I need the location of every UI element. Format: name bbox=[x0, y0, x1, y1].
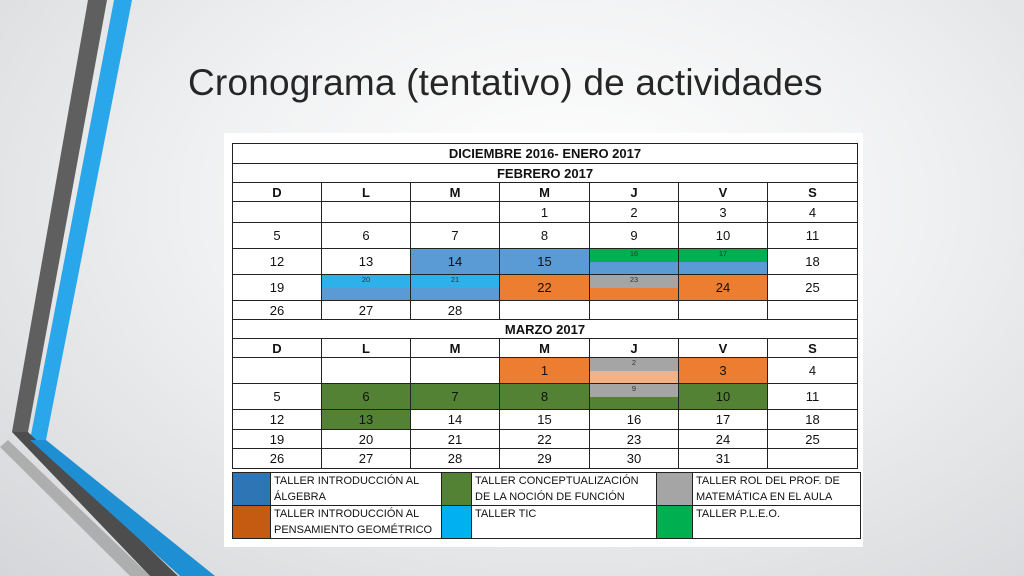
dow-cell: V bbox=[679, 339, 768, 358]
gray-stripe bbox=[12, 0, 107, 432]
day-cell: 11 bbox=[768, 223, 858, 249]
day-cell-pleo-algebra bbox=[590, 249, 679, 275]
day-cell: 28 bbox=[411, 449, 500, 469]
day-cell-tic-algebra bbox=[322, 275, 411, 301]
day-cell: 17 bbox=[679, 410, 768, 430]
day-cell: 14 bbox=[411, 410, 500, 430]
day-cell: 5 bbox=[233, 223, 322, 249]
dow-cell: J bbox=[590, 339, 679, 358]
day-cell-pleo-algebra bbox=[679, 249, 768, 275]
day-cell bbox=[233, 358, 322, 384]
day-cell: 25 bbox=[768, 430, 858, 449]
dow-cell: M bbox=[500, 183, 590, 202]
day-cell-funcion: 6 bbox=[322, 384, 411, 410]
day-cell: 29 bbox=[500, 449, 590, 469]
legend-label-geometrico bbox=[271, 506, 442, 539]
day-cell: 15 bbox=[500, 410, 590, 430]
day-cell: 19 bbox=[233, 275, 322, 301]
legend-line: ÁLGEBRA bbox=[274, 491, 326, 503]
legend-label-tic bbox=[472, 506, 657, 539]
day-cell-funcion: 7 bbox=[411, 384, 500, 410]
funcion-band bbox=[590, 397, 678, 409]
day-cell-funcion: 13 bbox=[322, 410, 411, 430]
day-cell bbox=[768, 301, 858, 320]
day-cell: 3 bbox=[679, 202, 768, 223]
day-cell bbox=[322, 202, 411, 223]
day-cell-geometrico: 1 bbox=[500, 358, 590, 384]
day-cell: 22 bbox=[500, 430, 590, 449]
legend-line: MATEMÁTICA EN EL AULA bbox=[696, 491, 833, 503]
day-number-small: 9 bbox=[590, 384, 678, 397]
legend-line: TALLER TIC bbox=[475, 508, 537, 520]
day-cell-funcion: 8 bbox=[500, 384, 590, 410]
blue-diagonal bbox=[30, 440, 215, 576]
algebra-band bbox=[322, 288, 410, 300]
day-cell: 18 bbox=[768, 249, 858, 275]
day-cell: 11 bbox=[768, 384, 858, 410]
day-number-small: 20 bbox=[322, 275, 410, 288]
day-number-small: 16 bbox=[590, 249, 678, 262]
light-diagonal bbox=[0, 440, 150, 576]
algebra-band bbox=[590, 262, 678, 274]
day-cell: 18 bbox=[768, 410, 858, 430]
legend-line: PENSAMIENTO GEOMÉTRICO bbox=[274, 524, 433, 536]
day-cell-funcion: 10 bbox=[679, 384, 768, 410]
legend-label-algebra bbox=[271, 473, 442, 506]
legend-label-rol bbox=[693, 473, 861, 506]
legend-swatch-pleo bbox=[657, 506, 693, 539]
day-cell bbox=[411, 202, 500, 223]
day-cell: 4 bbox=[768, 358, 858, 384]
legend-line: TALLER P.L.E.O. bbox=[696, 508, 780, 520]
day-cell: 4 bbox=[768, 202, 858, 223]
day-cell: 13 bbox=[322, 249, 411, 275]
day-cell: 26 bbox=[233, 449, 322, 469]
day-cell bbox=[590, 301, 679, 320]
day-cell-geometrico: 24 bbox=[679, 275, 768, 301]
dow-cell: L bbox=[322, 339, 411, 358]
dow-cell: V bbox=[679, 183, 768, 202]
day-cell: 25 bbox=[768, 275, 858, 301]
day-cell: 12 bbox=[233, 410, 322, 430]
day-cell: 6 bbox=[322, 223, 411, 249]
legend-line: TALLER ROL DEL PROF. DE bbox=[696, 475, 840, 487]
slide-title: Cronograma (tentativo) de actividades bbox=[188, 62, 823, 103]
dow-cell: S bbox=[768, 183, 858, 202]
geometrico-band bbox=[590, 371, 678, 383]
day-number-small: 21 bbox=[411, 275, 499, 288]
legend-swatch-algebra bbox=[233, 473, 271, 506]
day-cell: 2 bbox=[590, 202, 679, 223]
day-number-small: 23 bbox=[590, 275, 678, 288]
day-cell-algebra: 14 bbox=[411, 249, 500, 275]
day-cell: 27 bbox=[322, 301, 411, 320]
dow-cell: M bbox=[411, 183, 500, 202]
day-cell: 5 bbox=[233, 384, 322, 410]
day-number-small: 2 bbox=[590, 358, 678, 371]
legend-swatch-rol bbox=[657, 473, 693, 506]
dow-cell: D bbox=[233, 339, 322, 358]
day-cell: 30 bbox=[590, 449, 679, 469]
legend-line: DE LA NOCIÓN DE FUNCIÓN bbox=[475, 491, 625, 503]
day-cell: 23 bbox=[590, 430, 679, 449]
month-title-febrero: FEBRERO 2017 bbox=[233, 164, 858, 183]
calendar-table bbox=[232, 143, 858, 469]
month-title-marzo: MARZO 2017 bbox=[233, 320, 858, 339]
dow-cell: M bbox=[500, 339, 590, 358]
day-cell bbox=[233, 202, 322, 223]
day-cell bbox=[679, 301, 768, 320]
legend-line: TALLER INTRODUCCIÓN AL bbox=[274, 475, 420, 487]
day-cell-geometrico: 22 bbox=[500, 275, 590, 301]
day-cell: 24 bbox=[679, 430, 768, 449]
day-number-small: 17 bbox=[679, 249, 767, 262]
day-cell bbox=[768, 449, 858, 469]
day-cell-rol-funcion bbox=[590, 384, 679, 410]
day-cell: 21 bbox=[411, 430, 500, 449]
day-cell: 31 bbox=[679, 449, 768, 469]
day-cell: 12 bbox=[233, 249, 322, 275]
day-cell: 28 bbox=[411, 301, 500, 320]
day-cell: 1 bbox=[500, 202, 590, 223]
algebra-band bbox=[679, 262, 767, 274]
day-cell: 7 bbox=[411, 223, 500, 249]
algebra-band bbox=[411, 288, 499, 300]
legend-swatch-funcion bbox=[442, 473, 472, 506]
day-cell-rol-geometrico bbox=[590, 275, 679, 301]
day-cell: 26 bbox=[233, 301, 322, 320]
day-cell: 10 bbox=[679, 223, 768, 249]
legend-table bbox=[232, 472, 861, 539]
schedule-image bbox=[224, 133, 863, 547]
legend-swatch-tic bbox=[442, 506, 472, 539]
day-cell: 27 bbox=[322, 449, 411, 469]
blue-stripe bbox=[30, 0, 132, 440]
day-cell bbox=[322, 358, 411, 384]
dow-cell: L bbox=[322, 183, 411, 202]
header-dic-ene: DICIEMBRE 2016- ENERO 2017 bbox=[233, 144, 858, 164]
legend-label-pleo bbox=[693, 506, 861, 539]
dow-cell: M bbox=[411, 339, 500, 358]
day-cell: 8 bbox=[500, 223, 590, 249]
day-cell: 20 bbox=[322, 430, 411, 449]
gray-diagonal bbox=[12, 432, 178, 576]
legend-line: TALLER INTRODUCCIÓN AL bbox=[274, 508, 420, 520]
day-cell-algebra: 15 bbox=[500, 249, 590, 275]
dow-cell: J bbox=[590, 183, 679, 202]
day-cell: 16 bbox=[590, 410, 679, 430]
day-cell: 9 bbox=[590, 223, 679, 249]
day-cell bbox=[500, 301, 590, 320]
day-cell bbox=[411, 358, 500, 384]
legend-label-funcion bbox=[472, 473, 657, 506]
day-cell-tic-algebra bbox=[411, 275, 500, 301]
geometrico-band bbox=[590, 288, 678, 300]
legend-line: TALLER CONCEPTUALIZACIÓN bbox=[475, 475, 639, 487]
legend-swatch-geometrico bbox=[233, 506, 271, 539]
day-cell: 19 bbox=[233, 430, 322, 449]
day-cell-geometrico: 3 bbox=[679, 358, 768, 384]
dow-cell: S bbox=[768, 339, 858, 358]
dow-cell: D bbox=[233, 183, 322, 202]
day-cell-rol-geometrico bbox=[590, 358, 679, 384]
